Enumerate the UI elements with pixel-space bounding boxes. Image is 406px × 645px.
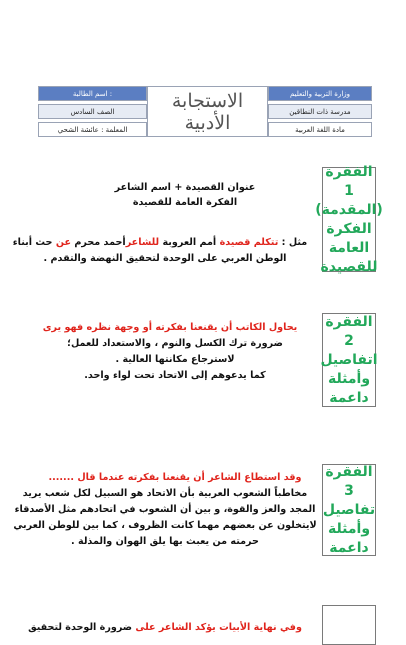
- section-2-lead: يحاول الكاتب أن يقنعنا بفكرته أو وجهة نظره فهو يرى: [42, 322, 298, 333]
- section-2-line-1: ضرورة ترك الكسل والنوم ، والاستعداد للعمل؛: [67, 338, 283, 349]
- example-red-2: للشاعر: [125, 237, 160, 248]
- section-4-red-1: وفي نهاية الأبيات يؤكد: [195, 622, 302, 633]
- school-cell: مدرسة ذات النطاقين: [268, 104, 372, 119]
- paragraph-1-line-2: الفكرة: [326, 220, 372, 237]
- paragraph-1-line-1: (المقدمة): [315, 201, 383, 218]
- paragraph-2-line-1: اتفاصيل: [320, 351, 378, 368]
- section-3-lead: وقد استطاع الشاعر أن يقنعنا بفكرته عندما قال .......: [48, 472, 302, 483]
- section-2-line-2: لاسترجاع مكانتها العالية .: [115, 354, 235, 365]
- paragraph-3-box: [322, 464, 376, 556]
- paragraph-1-box: [315, 163, 383, 275]
- paragraph-2-line-2: وأمثلة: [327, 370, 371, 387]
- paragraph-3-line-2: وأمثلة: [327, 520, 371, 537]
- section-4-rest: ضرورة الوحدة لتحقيق: [28, 622, 133, 633]
- paragraph-2-line-3: داعمة: [329, 389, 369, 406]
- grade-cell: الصف السادس: [38, 104, 147, 119]
- title-line-2: الأدبية: [184, 111, 231, 134]
- example-rest: حث أبناء: [12, 237, 53, 248]
- section-4-red-2: الشاعر على: [135, 622, 192, 633]
- teacher-cell: المعلمة : عائشة الشحي: [38, 122, 147, 137]
- example-prefix: مثل :: [281, 237, 308, 248]
- subject-cell: مادة اللغة العربية: [268, 122, 372, 137]
- title-line-1: الاستجابة: [171, 89, 244, 112]
- paragraph-1-line-3: العامة: [328, 239, 370, 256]
- section-3-line-1: مخاطباً الشعوب العربية بأن الاتحاد هو السبيل لكل شعب يريد: [22, 488, 308, 499]
- page-title: [147, 86, 268, 137]
- paragraph-1-label: الفقرة 1: [325, 163, 373, 199]
- section-3-line-4: حرمته من يعبث بها يلق الهوان والمذلة .: [71, 536, 259, 547]
- paragraph-2-label: الفقرة 2: [325, 313, 373, 349]
- paragraph-3-line-1: تفاصيل: [322, 501, 376, 518]
- example-mid-2: أحمد محرم: [74, 237, 126, 248]
- header-table: [38, 86, 372, 137]
- paragraph-2-box: [322, 313, 376, 407]
- section-2-line-3: كما يدعوهم إلى الاتحاد تحت لواء واحد.: [84, 370, 266, 381]
- section-4-lead: [10, 620, 320, 635]
- paragraph-3-label: الفقرة 3: [325, 463, 373, 499]
- section-1-heading-1: عنوان القصيدة + اسم الشاعر: [114, 182, 256, 193]
- paragraph-4-box: [322, 605, 376, 645]
- section-3-line-2: المجد والعز والقوة، و بين أن الشعوب في اتحادهم مثل الأصدقاء: [14, 504, 316, 515]
- example-mid-1: أمم العروبة: [162, 237, 217, 248]
- example-red-1: تتكلم قصيدة: [219, 237, 279, 248]
- student-name-cell: اسم الطالبة :: [38, 86, 147, 101]
- ministry-cell: وزارة التربية والتعليم: [268, 86, 372, 101]
- paragraph-1-line-4: للقصيدة: [320, 258, 378, 275]
- example-red-3: عن: [55, 237, 71, 248]
- section-1-example-line-2: الوطن العربي على الوحدة لتحقيق النهضة والتقدم .: [43, 253, 287, 264]
- section-3-line-3: لايتخلون عن بعضهم مهما كانت الظروف ، كما بين للوطن العربي: [13, 520, 317, 531]
- section-1-heading-2: الفكرة العامة للقصيدة: [132, 197, 238, 208]
- section-1-example-line-1: [0, 235, 320, 250]
- paragraph-3-line-3: داعمة: [329, 539, 369, 556]
